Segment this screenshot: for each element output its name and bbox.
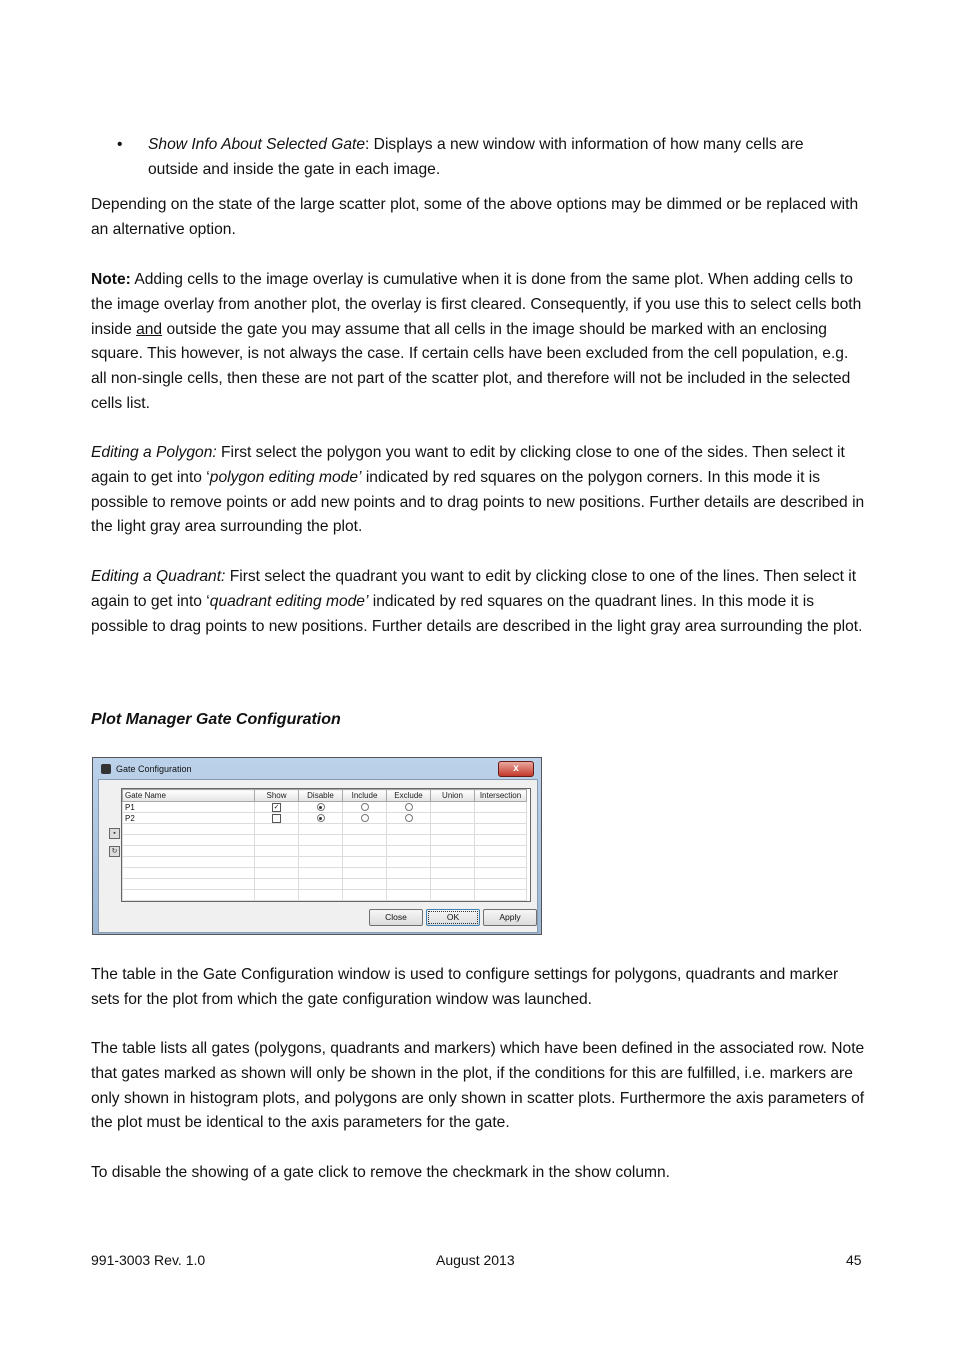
paragraph-state: Depending on the state of the large scatter plot, some of the above options may be dimmed or be replaced with an alternative option. bbox=[91, 196, 859, 238]
table-cell bbox=[387, 846, 431, 857]
disable-radio[interactable] bbox=[317, 803, 325, 811]
paragraph-table-intro: The table in the Gate Configuration window is used to configure settings for polygons, quadrants and marker sets for the plot from which the gate configuration window was launched. bbox=[91, 966, 839, 1008]
gate-name-cell: P1 bbox=[123, 802, 255, 813]
quadrant-mode: quadrant editing mode’ bbox=[209, 592, 369, 610]
window-title: Gate Configuration bbox=[116, 764, 192, 774]
show-checkbox[interactable] bbox=[272, 814, 281, 823]
paragraph-table-lists: The table lists all gates (polygons, quadrants and markers) which have been defined in the associated row. Note that gates marked as shown will only be shown in the plot, if the conditions for this are fulfilled, i.e. markers are only shown in histogram plots, and polygons are only shown in scatter plots. Furthermore the axis parameters of the plot must be identical to the axis parameters for the gate. bbox=[91, 1040, 865, 1132]
table-cell bbox=[475, 890, 527, 901]
table-cell bbox=[255, 868, 299, 879]
include-radio[interactable] bbox=[361, 803, 369, 811]
table-cell bbox=[343, 879, 387, 890]
footer-date: August 2013 bbox=[436, 1252, 515, 1268]
paragraph-polygon bbox=[91, 441, 866, 540]
add-gate-icon[interactable]: ▪ bbox=[109, 828, 120, 839]
table-cell bbox=[255, 835, 299, 846]
table-cell bbox=[343, 846, 387, 857]
table-cell bbox=[255, 890, 299, 901]
note-text-a: Adding cells to the image overlay is cumulative when it is done from the same plot. When adding cells to the image overlay from another plot, the overlay is first cleared. Consequently, if you use this to select cells both inside bbox=[91, 271, 862, 338]
table-cell bbox=[299, 879, 343, 890]
table-cell bbox=[343, 835, 387, 846]
table-cell bbox=[387, 824, 431, 835]
table-cell bbox=[431, 890, 475, 901]
table-cell bbox=[123, 824, 255, 835]
apply-button[interactable]: Apply bbox=[483, 909, 537, 926]
table-cell bbox=[431, 802, 475, 813]
table-cell bbox=[123, 879, 255, 890]
table-row bbox=[123, 824, 527, 835]
section-heading: Plot Manager Gate Configuration bbox=[91, 711, 341, 728]
table-row bbox=[123, 846, 527, 857]
table-cell bbox=[387, 890, 431, 901]
table-cell bbox=[299, 813, 343, 824]
table-cell bbox=[431, 868, 475, 879]
table-cell bbox=[255, 813, 299, 824]
footer-page-number: 45 bbox=[846, 1252, 862, 1268]
table-cell bbox=[299, 857, 343, 868]
column-header[interactable]: Disable bbox=[299, 790, 343, 802]
disable-radio[interactable] bbox=[317, 814, 325, 822]
column-header[interactable]: Gate Name bbox=[123, 790, 255, 802]
quadrant-label: Editing a Quadrant: bbox=[91, 568, 226, 585]
ok-button[interactable]: OK bbox=[426, 909, 480, 926]
table-cell bbox=[299, 846, 343, 857]
table-cell bbox=[475, 813, 527, 824]
polygon-mode: polygon editing mode’ bbox=[209, 468, 362, 486]
table-cell bbox=[299, 835, 343, 846]
polygon-label: Editing a Polygon: bbox=[91, 444, 217, 461]
window-titlebar[interactable] bbox=[96, 760, 536, 778]
footer-doc-id: 991-3003 Rev. 1.0 bbox=[91, 1252, 206, 1268]
table-cell bbox=[255, 824, 299, 835]
table-cell bbox=[299, 890, 343, 901]
table-cell bbox=[343, 857, 387, 868]
paragraph-disable: To disable the showing of a gate click to remove the checkmark in the show column. bbox=[91, 1164, 670, 1181]
polygon-text-b: indicated by red squares on the polygon corners. In this mode it is possible to remove points or add new points and to drag points to new positions. Further details are described in the light gray area surrounding the plot. bbox=[91, 468, 865, 536]
quadrant-text-b: indicated by red squares on the quadrant lines. In this mode it is possible to drag points to new positions. Further details are described in the light gray area surrounding the plot. bbox=[91, 592, 863, 635]
table-cell bbox=[475, 802, 527, 813]
gate-configuration-window bbox=[92, 757, 542, 935]
table-row bbox=[123, 857, 527, 868]
table-cell bbox=[123, 890, 255, 901]
gate-grid bbox=[122, 789, 527, 901]
table-cell bbox=[299, 868, 343, 879]
polygon-text-a: First select the polygon you want to edit by clicking close to one of the sides. Then select it again to get into ‘ bbox=[91, 444, 845, 486]
close-icon[interactable]: x bbox=[498, 761, 534, 777]
table-cell bbox=[475, 846, 527, 857]
show-checkbox[interactable]: ✓ bbox=[273, 803, 280, 811]
table-cell bbox=[431, 835, 475, 846]
close-button[interactable]: Close bbox=[369, 909, 423, 926]
exclude-radio[interactable] bbox=[405, 803, 413, 811]
table-cell bbox=[299, 802, 343, 813]
table-cell bbox=[475, 879, 527, 890]
remove-gate-icon[interactable]: ↻ bbox=[109, 846, 120, 857]
app-icon bbox=[101, 764, 111, 774]
bullet-term: Show Info About Selected Gate bbox=[148, 136, 366, 153]
table-row bbox=[123, 868, 527, 879]
gate-table bbox=[121, 788, 531, 902]
table-cell bbox=[387, 802, 431, 813]
table-cell bbox=[255, 802, 299, 813]
column-header[interactable]: Union bbox=[431, 790, 475, 802]
table-cell bbox=[431, 824, 475, 835]
table-cell bbox=[431, 813, 475, 824]
table-header-row bbox=[123, 790, 527, 802]
table-cell bbox=[123, 857, 255, 868]
table-cell bbox=[123, 835, 255, 846]
table-cell bbox=[255, 879, 299, 890]
table-cell bbox=[343, 868, 387, 879]
table-cell bbox=[475, 868, 527, 879]
include-radio[interactable] bbox=[361, 814, 369, 822]
table-cell bbox=[387, 879, 431, 890]
note-and: and bbox=[136, 320, 163, 338]
table-cell bbox=[431, 857, 475, 868]
column-header[interactable]: Exclude bbox=[387, 790, 431, 802]
table-row bbox=[123, 835, 527, 846]
table-cell bbox=[343, 813, 387, 824]
note-label: Note: bbox=[91, 271, 131, 288]
table-cell bbox=[475, 835, 527, 846]
table-row bbox=[123, 802, 527, 813]
table-body bbox=[123, 802, 527, 901]
table-cell bbox=[431, 846, 475, 857]
table-cell bbox=[387, 868, 431, 879]
bullet-show-info bbox=[148, 133, 848, 183]
table-cell bbox=[255, 846, 299, 857]
table-cell bbox=[431, 879, 475, 890]
column-header[interactable]: Include bbox=[343, 790, 387, 802]
note-text-b: outside the gate you may assume that all cells in the image should be marked with an enclosing square. This however, is not always the case. If certain cells have been excluded from the cell population, e.g. all non-single cells, then these are not part of the scatter plot, and therefore will not be included in the selected cells list. bbox=[91, 320, 851, 412]
table-cell bbox=[387, 857, 431, 868]
quadrant-text-a: First select the quadrant you want to edit by clicking close to one of the lines. Then select it again to get into ‘ bbox=[91, 568, 857, 610]
table-cell bbox=[475, 857, 527, 868]
exclude-radio[interactable] bbox=[405, 814, 413, 822]
window-client-area bbox=[98, 779, 538, 933]
paragraph-note bbox=[91, 268, 866, 417]
table-cell bbox=[123, 846, 255, 857]
table-cell bbox=[343, 824, 387, 835]
table-cell bbox=[343, 802, 387, 813]
bullet-text: : Displays a new window with information of how many cells are outside and inside the gate in each image. bbox=[148, 136, 804, 178]
table-row bbox=[123, 879, 527, 890]
table-cell bbox=[255, 857, 299, 868]
gate-name-cell: P2 bbox=[123, 813, 255, 824]
table-cell bbox=[343, 890, 387, 901]
table-row bbox=[123, 890, 527, 901]
table-cell bbox=[123, 868, 255, 879]
column-header[interactable]: Show bbox=[255, 790, 299, 802]
table-cell bbox=[387, 835, 431, 846]
table-cell bbox=[387, 813, 431, 824]
bullet-marker: • bbox=[117, 136, 123, 153]
paragraph-quadrant bbox=[91, 565, 866, 639]
table-cell bbox=[475, 824, 527, 835]
column-header[interactable]: Intersection bbox=[475, 790, 527, 802]
table-cell bbox=[299, 824, 343, 835]
table-row bbox=[123, 813, 527, 824]
